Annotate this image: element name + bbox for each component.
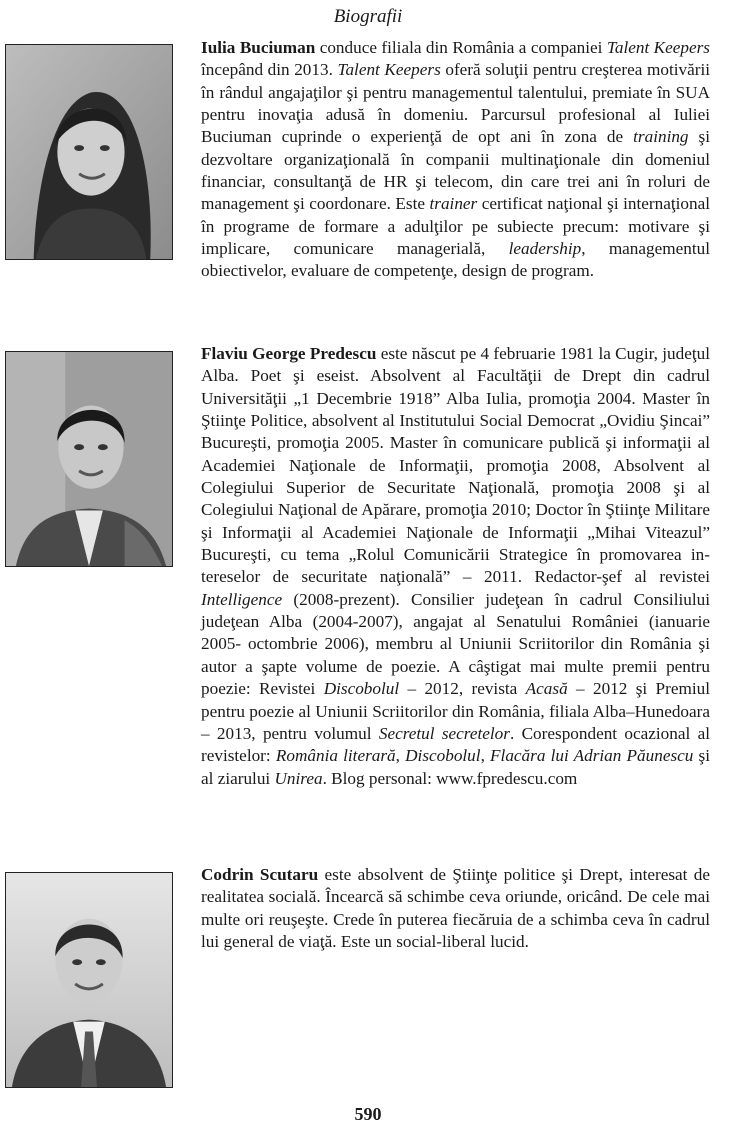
bio-text: oferă soluţii pentru creşterea motivării în rândul angajaţilor şi pentru managementul talentului, premiate în SUA pentru inovaţia adusă în domeniu. Parcursul profesional al Iuliei Buciuman cuprinde o experienţă de opt ani în zona de bbox=[201, 60, 711, 147]
bio-italic: Secretul secretelor bbox=[378, 723, 510, 743]
bio-text: este absolvent de Ştiinţe politice şi Drept, interesat de realitatea socială. Încearcă să schimbe ceva oriunde, oricând. De cele mai multe ori reuşeşte. Crede în puterea fiecăruia de a schimba ceva în cadrul lui general de viaţă. Este un social-liberal lucid. bbox=[201, 865, 711, 952]
bio-text: este născut pe 4 februarie 1981 la Cugir, judeţul Alba. Poet şi eseist. Absolvent al Facultăţii de Drept din cadrul Universităţii „1 Decembrie 1918” Alba Iulia, promoţia 2004. Master în Ştiinţe Politice, absolvent al Institutului Social Democrat „Ovidiu Şincai” Bucureşti, promoţia 2005. Master în comunicare publică şi informaţii al Academiei Naţionale de Informaţii, promoţia 2008, Absolvent al Colegiului Superior de Securitate Naţională, promoţia 2008 şi al Colegiului Naţional de Apărare, promoţia 2010; Doctor în Ştiinţe Militare şi Informaţii al Academiei Naţionale de Informaţii „Mihai Viteazul” Bucureşti, cu tema „Rolul Comunicării Strategice în promovarea intereselor de securitate naţională” – 2011. Redactor-şef al revistei bbox=[201, 344, 710, 587]
bio-italic: Talent Keepers bbox=[606, 38, 710, 57]
bio-name: Codrin Scutaru bbox=[201, 865, 319, 884]
bio-italic: Acasă bbox=[525, 679, 568, 699]
bio-name: Flaviu George Predescu bbox=[201, 344, 377, 363]
bio-italic: Discobolul bbox=[405, 746, 481, 766]
bio-flaviu-george-predescu bbox=[201, 343, 710, 790]
bio-text: , bbox=[480, 746, 491, 766]
bio-text: . Blog personal: www.fpredescu.com bbox=[322, 768, 578, 788]
bio-italic: Talent Keepers bbox=[337, 60, 441, 80]
bio-italic: training bbox=[633, 127, 689, 147]
bio-iulia-buciuman bbox=[201, 37, 710, 283]
bio-text: – 2012 şi Premiul pentru poezie al Uniunii Scriitorilor din România, filiala Alba–Hunedoara – 2013, pentru volumul bbox=[201, 679, 710, 743]
portrait-flaviu-george-predescu bbox=[5, 351, 173, 567]
bio-italic: trainer bbox=[429, 194, 478, 214]
portrait-codrin-scutaru bbox=[5, 872, 173, 1088]
bio-text: , managementul obiectivelor, evaluare de competenţe, design de program. bbox=[201, 239, 710, 281]
bio-italic: Intelligence bbox=[201, 589, 283, 609]
bio-italic: leadership bbox=[508, 239, 582, 259]
bio-text: (2008-prezent). Consilier judeţean în cadrul Consiliului judeţean Alba (2004-2007), angajat al Senatului României (ianuarie 2005- octombrie 2006), membru al Uniunii Scriitorilor din România şi autor a şapte volume de poezie. A câştigat mai multe premii pentru poezie: Revistei bbox=[201, 589, 710, 699]
bio-text: şi al ziarului bbox=[201, 746, 711, 788]
bio-text: şi dezvoltare organizaţională în companii multinaţionale din domeniul financiar, consultanţă de HR şi telecom, din care trei ani în roluri de management şi coordonare. Este bbox=[201, 127, 710, 214]
bio-text: certificat naţional şi internaţional în programe de formare a adulţilor pe subiecte precum: motivare şi implicare, comunicare managerială, bbox=[201, 194, 710, 259]
bio-italic: Flacăra lui Adrian Păunescu bbox=[490, 746, 694, 766]
bio-name: Iulia Buciuman bbox=[201, 38, 316, 57]
bio-text: , bbox=[395, 746, 406, 766]
bio-codrin-scutaru bbox=[201, 864, 710, 953]
running-header: Biografii bbox=[333, 6, 403, 27]
bio-italic: România literară bbox=[275, 746, 396, 766]
page-number: 590 bbox=[354, 1104, 382, 1124]
bio-text: conduce filiala din România a companiei bbox=[315, 38, 607, 57]
bio-text: . Corespondent ocazional al revistelor: bbox=[201, 723, 710, 766]
bio-text: – 2012, revista bbox=[399, 679, 526, 699]
bio-italic: Unirea bbox=[274, 768, 323, 788]
portrait-iulia-buciuman bbox=[5, 44, 173, 260]
bio-italic: Discobolul bbox=[323, 679, 400, 699]
bio-text: începând din 2013. bbox=[201, 60, 338, 80]
